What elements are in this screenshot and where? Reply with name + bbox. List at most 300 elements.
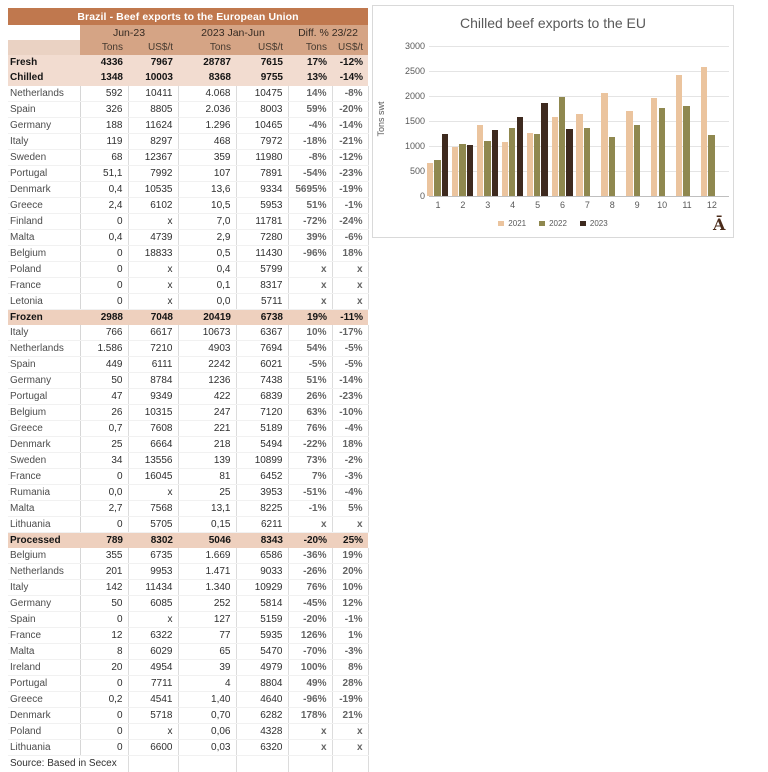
bar-2022-month-8 <box>609 137 615 196</box>
table-cell: 6021 <box>236 356 288 372</box>
table-cell: 13556 <box>128 452 178 468</box>
sub-header-usdt: US$/t <box>128 40 178 55</box>
row-label: Frozen <box>8 309 80 325</box>
table-cell: 0,0 <box>80 484 128 500</box>
bar-2021-month-12 <box>701 67 707 197</box>
table-cell: 63% <box>288 404 332 420</box>
table-cell: 20419 <box>178 309 236 325</box>
section-row-chilled <box>8 70 368 85</box>
table-cell: 4 <box>178 675 236 691</box>
table-cell: -5% <box>288 356 332 372</box>
table-cell: 7280 <box>236 229 288 245</box>
table-cell: 3953 <box>236 484 288 500</box>
chart-annotation: Ā <box>713 215 726 234</box>
table-cell: 355 <box>80 548 128 564</box>
table-cell: 359 <box>178 149 236 165</box>
table-cell: -3% <box>332 468 368 484</box>
bar-2021-month-3 <box>477 125 483 197</box>
row-label: France <box>8 468 80 484</box>
table-cell: 8297 <box>128 133 178 149</box>
table-cell: 5718 <box>128 707 178 723</box>
table-row <box>8 293 368 309</box>
table-cell: -8% <box>332 86 368 102</box>
table-cell: -1% <box>288 500 332 516</box>
row-label: Sweden <box>8 452 80 468</box>
table-cell: 5% <box>332 500 368 516</box>
table-cell: 6738 <box>236 309 288 325</box>
table-cell: -72% <box>288 213 332 229</box>
table-cell: 5046 <box>178 532 236 548</box>
legend-label: 2021 <box>508 219 527 228</box>
table-row <box>8 404 368 420</box>
table-cell: 766 <box>80 325 128 341</box>
row-label: Malta <box>8 500 80 516</box>
row-label: France <box>8 627 80 643</box>
table-cell: 7120 <box>236 404 288 420</box>
table-row <box>8 675 368 691</box>
table-cell: 119 <box>80 133 128 149</box>
table-title-row <box>8 8 368 25</box>
chart-plot-area <box>373 6 733 237</box>
row-label: Denmark <box>8 707 80 723</box>
table-cell: -12% <box>332 55 368 70</box>
table-cell: x <box>332 723 368 739</box>
table-cell: -4% <box>288 117 332 133</box>
table-cell: 0,03 <box>178 739 236 755</box>
table-cell: 0 <box>80 468 128 484</box>
table-cell: 0,70 <box>178 707 236 723</box>
table-cell: -96% <box>288 691 332 707</box>
table-cell: 4979 <box>236 659 288 675</box>
table-cell: 76% <box>288 579 332 595</box>
x-tick-label: 11 <box>682 200 692 210</box>
table-cell: 76% <box>288 420 332 436</box>
row-label: Netherlands <box>8 563 80 579</box>
row-label: Poland <box>8 261 80 277</box>
table-cell: -26% <box>288 563 332 579</box>
sub-header-tons: Tons <box>178 40 236 55</box>
row-label: Italy <box>8 133 80 149</box>
table-cell: -24% <box>332 213 368 229</box>
row-label: Lithuania <box>8 739 80 755</box>
table-cell: 2,7 <box>80 500 128 516</box>
table-cell: 18833 <box>128 245 178 261</box>
table-cell: 2988 <box>80 309 128 325</box>
bar-2023-month-4 <box>517 117 523 196</box>
chart-title: Chilled beef exports to the EU <box>460 15 646 31</box>
table-cell: 9755 <box>236 70 288 85</box>
table-cell: 11430 <box>236 245 288 261</box>
table-cell: 0,06 <box>178 723 236 739</box>
table-cell: 0,0 <box>178 293 236 309</box>
table-cell: 28% <box>332 675 368 691</box>
table-cell: 14% <box>288 86 332 102</box>
table-cell: 7% <box>288 468 332 484</box>
col-group-diff: Diff. % 23/22 <box>288 25 368 40</box>
table-cell: 142 <box>80 579 128 595</box>
table-cell: 13,1 <box>178 500 236 516</box>
table-row <box>8 372 368 388</box>
table-cell: 0 <box>80 293 128 309</box>
table-cell: 12367 <box>128 149 178 165</box>
table-cell: 6085 <box>128 595 178 611</box>
source-note: Source: Based in Secex <box>8 755 128 772</box>
table-cell: 51,1 <box>80 165 128 181</box>
table-cell: 9033 <box>236 563 288 579</box>
x-tick-label: 2 <box>460 200 466 210</box>
legend-item-2022 <box>539 219 567 228</box>
table-cell: 50 <box>80 372 128 388</box>
table-cell: 2.036 <box>178 101 236 117</box>
table-cell: 6600 <box>128 739 178 755</box>
row-label: Portugal <box>8 675 80 691</box>
row-label: Finland <box>8 213 80 229</box>
chart-y-axis-label: Tons swt <box>376 101 386 137</box>
table-cell: 5494 <box>236 436 288 452</box>
table-cell: 51% <box>288 372 332 388</box>
table-cell: 0 <box>80 245 128 261</box>
bar-2023-month-6 <box>566 129 572 196</box>
table-cell: -3% <box>332 643 368 659</box>
table-cell: 25% <box>332 532 368 548</box>
table-cell: 19% <box>288 309 332 325</box>
bar-2022-month-7 <box>584 128 590 197</box>
row-label: Fresh <box>8 55 80 70</box>
table-cell: -12% <box>332 149 368 165</box>
bar-2021-month-1 <box>427 163 433 196</box>
table-cell: 5470 <box>236 643 288 659</box>
table-row <box>8 149 368 165</box>
table-cell: x <box>128 611 178 627</box>
table-cell: x <box>288 739 332 755</box>
bar-2022-month-10 <box>659 108 665 197</box>
table-cell: -20% <box>332 101 368 117</box>
beef-exports-table <box>8 8 369 772</box>
row-label: Portugal <box>8 388 80 404</box>
y-tick-label: 1500 <box>404 115 425 126</box>
row-label: Belgium <box>8 404 80 420</box>
table-cell: x <box>288 293 332 309</box>
bar-2022-month-9 <box>634 125 640 197</box>
table-cell: 0 <box>80 611 128 627</box>
row-label: Greece <box>8 691 80 707</box>
table-cell: 789 <box>80 532 128 548</box>
table-cell: 49% <box>288 675 332 691</box>
table-cell: 7694 <box>236 340 288 356</box>
row-label: Belgium <box>8 245 80 261</box>
row-label: Denmark <box>8 181 80 197</box>
row-label: Germany <box>8 117 80 133</box>
table-row <box>8 595 368 611</box>
empty-cell <box>178 755 236 772</box>
table-cell: 8805 <box>128 101 178 117</box>
row-label: Malta <box>8 229 80 245</box>
row-label: Chilled <box>8 70 80 85</box>
table-cell: -4% <box>332 420 368 436</box>
row-label: France <box>8 277 80 293</box>
table-cell: -23% <box>332 388 368 404</box>
table-cell: -14% <box>332 372 368 388</box>
table-cell: 4328 <box>236 723 288 739</box>
table-cell: 4336 <box>80 55 128 70</box>
row-label: Poland <box>8 723 80 739</box>
table-cell: 127 <box>178 611 236 627</box>
bar-2022-month-3 <box>484 141 490 197</box>
legend-swatch-2023 <box>580 221 586 226</box>
legend-item-2023 <box>580 219 608 228</box>
bar-2023-month-5 <box>541 103 547 197</box>
table-cell: 20 <box>80 659 128 675</box>
table-cell: 8317 <box>236 277 288 293</box>
table-cell: 0 <box>80 213 128 229</box>
table-cell: 19% <box>332 548 368 564</box>
table-cell: x <box>128 293 178 309</box>
table-cell: 2,4 <box>80 197 128 213</box>
table-cell: -5% <box>332 340 368 356</box>
table-cell: 0,4 <box>80 229 128 245</box>
table-cell: 6282 <box>236 707 288 723</box>
table-cell: 12% <box>332 595 368 611</box>
table-cell: 422 <box>178 388 236 404</box>
table-cell: 0 <box>80 277 128 293</box>
table-cell: 6320 <box>236 739 288 755</box>
table-cell: 8784 <box>128 372 178 388</box>
table-cell: x <box>128 261 178 277</box>
table-cell: 1.471 <box>178 563 236 579</box>
table-cell: 6029 <box>128 643 178 659</box>
column-group-row <box>8 25 368 40</box>
bar-2021-month-2 <box>452 147 458 196</box>
table-cell: 8368 <box>178 70 236 85</box>
table-cell: 13% <box>288 70 332 85</box>
bar-2021-month-10 <box>651 98 657 197</box>
table-cell: 7615 <box>236 55 288 70</box>
table-row <box>8 500 368 516</box>
table-cell: 8% <box>332 659 368 675</box>
table-cell: 0,1 <box>178 277 236 293</box>
x-axis-line <box>429 196 729 197</box>
table-row <box>8 340 368 356</box>
table-cell: 10315 <box>128 404 178 420</box>
table-cell: 20% <box>332 563 368 579</box>
row-label: Portugal <box>8 165 80 181</box>
table-cell: -20% <box>288 611 332 627</box>
table-row <box>8 86 368 102</box>
table-cell: 65 <box>178 643 236 659</box>
table-cell: x <box>332 293 368 309</box>
row-label: Sweden <box>8 149 80 165</box>
legend-label: 2023 <box>589 219 608 228</box>
bar-2021-month-9 <box>626 111 632 196</box>
x-tick-label: 3 <box>485 200 491 210</box>
table-cell: -21% <box>332 133 368 149</box>
empty-cell <box>288 755 332 772</box>
row-label: Processed <box>8 532 80 548</box>
table-row <box>8 436 368 452</box>
legend-item-2021 <box>498 219 526 228</box>
table-cell: 47 <box>80 388 128 404</box>
table-row <box>8 420 368 436</box>
bar-2021-month-5 <box>527 133 533 197</box>
table-cell: 8302 <box>128 532 178 548</box>
table-cell: 9334 <box>236 181 288 197</box>
table-cell: -10% <box>332 404 368 420</box>
table-row <box>8 213 368 229</box>
table-cell: 126% <box>288 627 332 643</box>
table-row <box>8 707 368 723</box>
table-cell: 0 <box>80 675 128 691</box>
table-cell: 0,7 <box>80 420 128 436</box>
bar-2021-month-7 <box>576 114 582 197</box>
table-cell: -17% <box>332 325 368 341</box>
sub-header-tons: Tons <box>288 40 332 55</box>
table-cell: 1348 <box>80 70 128 85</box>
table-cell: 4903 <box>178 340 236 356</box>
bar-2021-month-8 <box>601 93 607 197</box>
col-group-jun23: Jun-23 <box>80 25 178 40</box>
table-cell: -6% <box>332 229 368 245</box>
x-tick-label: 8 <box>609 200 615 210</box>
table-cell: 1236 <box>178 372 236 388</box>
row-label: Spain <box>8 101 80 117</box>
table-cell: 21% <box>332 707 368 723</box>
row-label: Belgium <box>8 548 80 564</box>
table-cell: -96% <box>288 245 332 261</box>
table-cell: 39 <box>178 659 236 675</box>
bar-2022-month-1 <box>434 160 440 196</box>
table-cell: 6735 <box>128 548 178 564</box>
row-label: Italy <box>8 579 80 595</box>
row-label: Greece <box>8 420 80 436</box>
table-cell: 201 <box>80 563 128 579</box>
section-row-frozen <box>8 309 368 325</box>
table-cell: 6586 <box>236 548 288 564</box>
table-cell: 2242 <box>178 356 236 372</box>
beef-exports-table-wrap <box>8 8 368 772</box>
table-cell: -19% <box>332 181 368 197</box>
table-cell: -14% <box>332 117 368 133</box>
table-cell: 9349 <box>128 388 178 404</box>
x-tick-label: 12 <box>706 200 717 210</box>
table-cell: 28787 <box>178 55 236 70</box>
table-cell: -45% <box>288 595 332 611</box>
table-cell: 5935 <box>236 627 288 643</box>
table-row <box>8 723 368 739</box>
table-cell: 178% <box>288 707 332 723</box>
row-label: Spain <box>8 356 80 372</box>
bar-2022-month-5 <box>534 134 540 196</box>
table-row <box>8 627 368 643</box>
table-row <box>8 548 368 564</box>
table-cell: -36% <box>288 548 332 564</box>
empty-cell <box>236 755 288 772</box>
table-cell: 1.340 <box>178 579 236 595</box>
table-cell: 6839 <box>236 388 288 404</box>
table-cell: 5953 <box>236 197 288 213</box>
table-cell: 26% <box>288 388 332 404</box>
table-cell: -70% <box>288 643 332 659</box>
table-cell: 5159 <box>236 611 288 627</box>
x-tick-label: 1 <box>435 200 441 210</box>
table-cell: 7048 <box>128 309 178 325</box>
table-cell: 51% <box>288 197 332 213</box>
table-cell: -1% <box>332 197 368 213</box>
table-cell: -20% <box>288 532 332 548</box>
table-row <box>8 197 368 213</box>
row-label: Letonia <box>8 293 80 309</box>
table-cell: 25 <box>80 436 128 452</box>
table-cell: 8003 <box>236 101 288 117</box>
table-cell: 50 <box>80 595 128 611</box>
table-cell: 8343 <box>236 532 288 548</box>
table-row <box>8 356 368 372</box>
table-cell: 81 <box>178 468 236 484</box>
table-cell: 25 <box>178 484 236 500</box>
table-row <box>8 611 368 627</box>
table-cell: 34 <box>80 452 128 468</box>
bar-2023-month-2 <box>467 145 473 197</box>
table-cell: 16045 <box>128 468 178 484</box>
table-cell: 0 <box>80 723 128 739</box>
row-label: Netherlands <box>8 340 80 356</box>
chilled-exports-chart <box>372 5 734 238</box>
x-tick-label: 6 <box>559 200 565 210</box>
table-cell: x <box>288 261 332 277</box>
row-label: Ireland <box>8 659 80 675</box>
table-row <box>8 643 368 659</box>
table-cell: 18% <box>332 436 368 452</box>
table-cell: 11624 <box>128 117 178 133</box>
table-cell: 218 <box>178 436 236 452</box>
table-cell: -2% <box>332 452 368 468</box>
table-cell: 7608 <box>128 420 178 436</box>
sub-header-label-cell <box>8 40 80 55</box>
table-cell: 10475 <box>236 86 288 102</box>
table-row <box>8 165 368 181</box>
table-cell: -23% <box>332 165 368 181</box>
bar-2021-month-6 <box>552 117 558 197</box>
row-label: Rumania <box>8 484 80 500</box>
table-cell: 4640 <box>236 691 288 707</box>
table-cell: 7711 <box>128 675 178 691</box>
table-cell: -54% <box>288 165 332 181</box>
y-tick-label: 0 <box>419 190 425 201</box>
table-cell: 6367 <box>236 325 288 341</box>
table-row <box>8 659 368 675</box>
row-label: Greece <box>8 197 80 213</box>
table-cell: 7568 <box>128 500 178 516</box>
table-cell: 6102 <box>128 197 178 213</box>
table-cell: 8 <box>80 643 128 659</box>
table-cell: 449 <box>80 356 128 372</box>
table-row <box>8 325 368 341</box>
x-tick-label: 7 <box>584 200 590 210</box>
table-cell: 7210 <box>128 340 178 356</box>
row-label: Spain <box>8 611 80 627</box>
table-cell: 9953 <box>128 563 178 579</box>
table-cell: 7,0 <box>178 213 236 229</box>
sub-header-tons: Tons <box>80 40 128 55</box>
table-row <box>8 691 368 707</box>
table-cell: 6617 <box>128 325 178 341</box>
table-cell: 0,2 <box>80 691 128 707</box>
gridline <box>429 96 729 97</box>
x-tick-label: 4 <box>510 200 516 210</box>
table-cell: x <box>332 261 368 277</box>
table-cell: 18% <box>332 245 368 261</box>
table-cell: 11781 <box>236 213 288 229</box>
table-cell: 10673 <box>178 325 236 341</box>
